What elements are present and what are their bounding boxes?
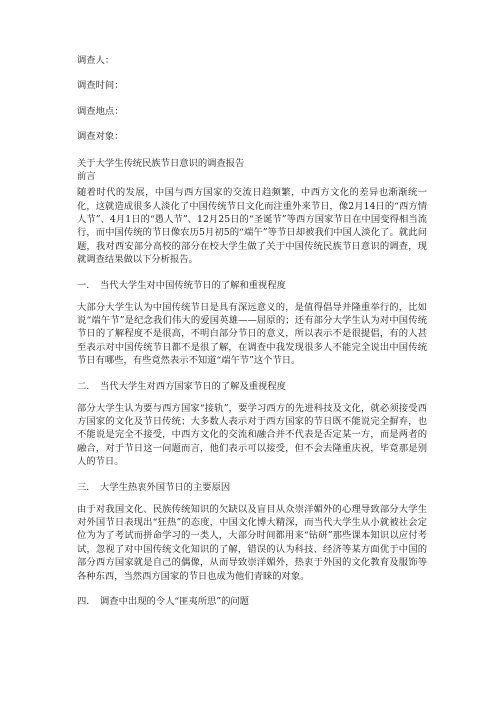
section-title: 大学生热衷外国节日的主要原因 <box>100 481 231 493</box>
preface-paragraph: 随着时代的发展，中国与西方国家的交流日趋频繁，中西方文化的差异也渐渐统一化，这就造成很多人淡化了中国传统节日文化而注重外来节日，像2月14日的“西方情人节”、4月1日的“愚人节”、12月25日的“圣诞节”等西方国家节日在中国变得相当流行，而中国传统的节日像农历5月初5的“端午”等节日却被我们中国人淡化了。就此问题，我对西安部分高校的部分在校大学生做了关于中国传统民族节日意识的调查，现就调查结果做以下分析报告。 <box>77 187 427 266</box>
section-number: 四. <box>77 596 90 608</box>
document-page <box>77 54 427 617</box>
section-heading-3 <box>77 481 427 494</box>
survey-place-field: 调查地点： <box>77 105 124 117</box>
section-paragraph-2: 部分大学生认为要与西方国家“接轨”，要学习西方的先进科技及文化，就必须接受西方国家的文化及节日传统；大多数人表示对于西方国家的节日既不能说完全摒弃，也不能说是完全不接受，中西方文化的交流和融合并不代表是否定某一方，而是两者的融合，对于节日这一问题而言，他们表示可以接受，但不会去隆重庆祝，毕竟那是别人的节日。 <box>77 402 427 468</box>
survey-time-field: 调查时间： <box>77 80 124 92</box>
section-heading-1 <box>77 279 427 292</box>
section-paragraph-3: 由于对我国文化、民族传统知识的欠缺以及盲目从众崇洋媚外的心理导致部分大学生对外国节日表现出“狂热”的态度，中国文化博大精深，而当代大学生从小就被社会定位为为了考试而拼命学习的一类人，大部分时间都用来“钻研”那些课本知识以应付考试，忽视了对中国传统文化知识的了解，错误的认为科技、经济等某方面优于中国的部分西方国家就是自己的偶像，从而导致崇洋媚外，热衷于外国的文化教育及服饰等各种东西，当然西方国家的节日也成为他们青睐的对象。 <box>77 503 427 582</box>
section-heading-2 <box>77 380 427 393</box>
section-title: 调查中出现的令人“匪夷所思”的问题 <box>100 596 249 608</box>
report-title: 关于大学生传统民族节日意识的调查报告 <box>77 158 245 170</box>
section-number: 二. <box>77 380 90 392</box>
section-title: 当代大学生对中国传统节日的了解和重视程度 <box>100 279 286 291</box>
section-number: 一. <box>77 279 90 291</box>
preface-label: 前言 <box>77 171 96 183</box>
section-title: 当代大学生对西方国家节日的了解及重视程度 <box>100 380 286 392</box>
investigator-field: 调查人： <box>77 55 115 66</box>
section-heading-4 <box>77 595 427 608</box>
report-title-block <box>77 157 427 183</box>
section-paragraph-1: 大部分大学生认为中国传统节日是具有深远意义的，是值得倡导并隆重举行的，比如说“端午节”是纪念我们伟大的爱国英雄——屈原的；还有部分大学生认为对中国传统节日的了解程度不是很高，不明白部分节日的意义，所以表示不是很提倡，有的人甚至表示对中国传统节日都不是很了解，在调查中我发现很多人不能完全说出中国传统节日有哪些，有些竟然表示不知道“端午节”这个节日。 <box>77 301 427 367</box>
section-number: 三. <box>77 481 90 493</box>
survey-subject-field: 调查对象： <box>77 131 124 143</box>
